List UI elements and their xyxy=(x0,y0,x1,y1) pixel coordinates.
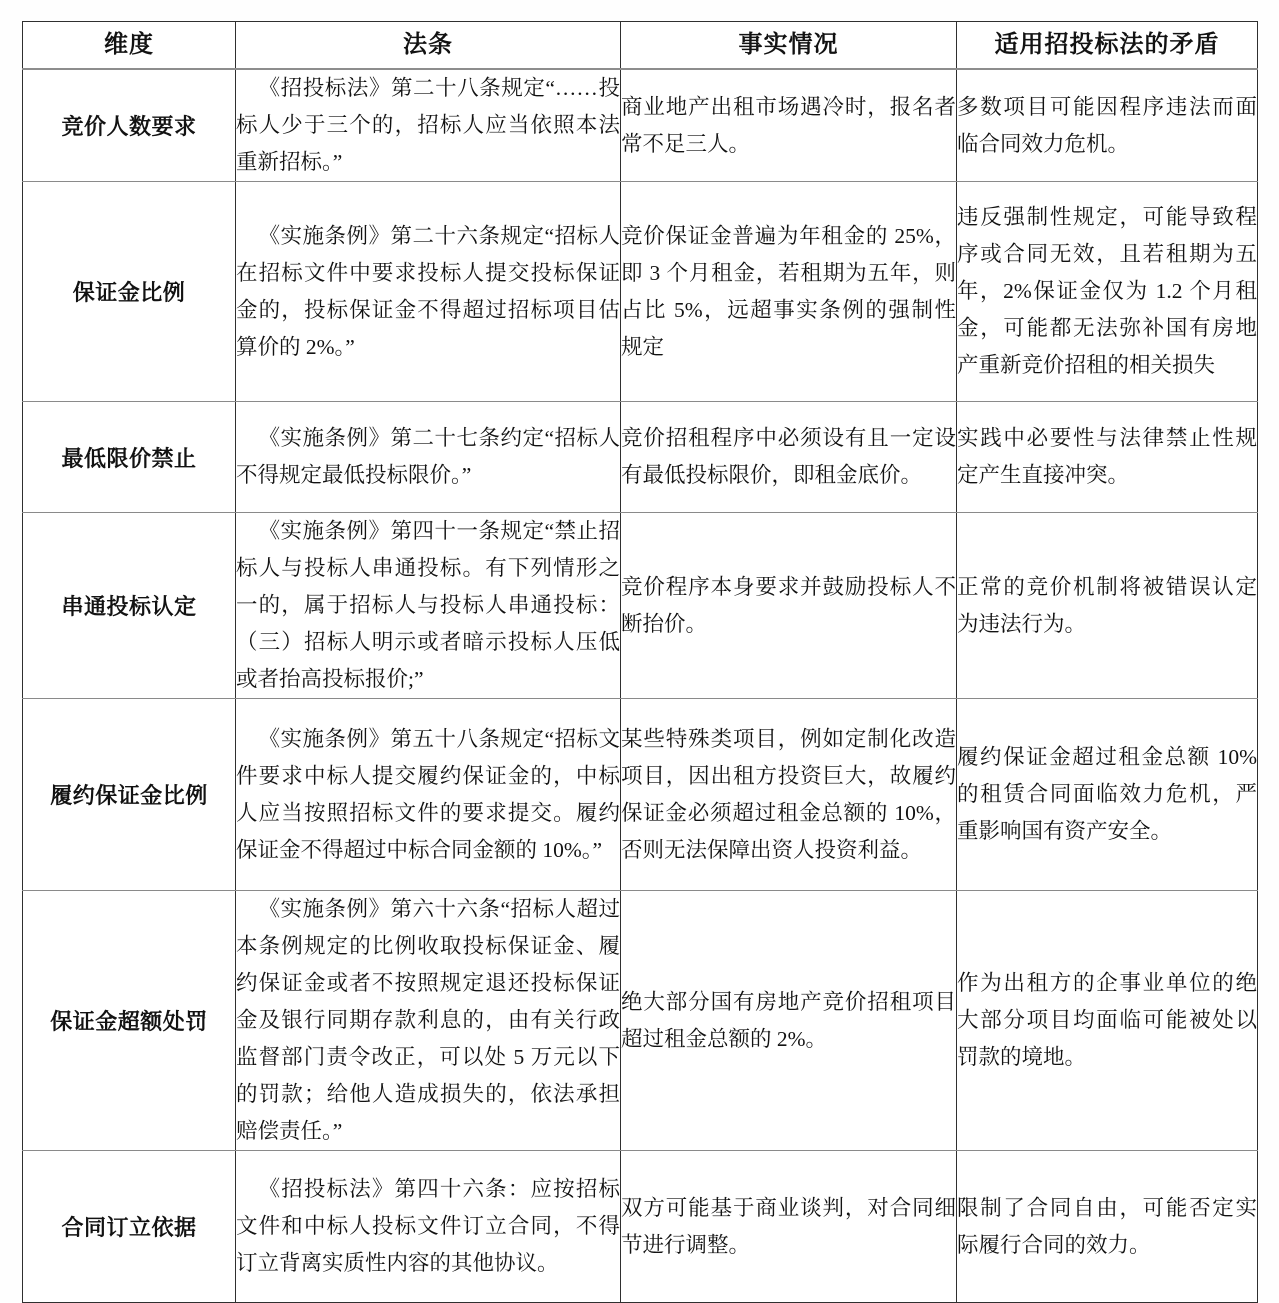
column-header-fact: 事实情况 xyxy=(621,22,957,70)
cell-fact-text: 竞价保证金普遍为年租金的 25%，即 3 个月租金，若租期为五年，则占比 5%，远超事实条例的强制性规定 xyxy=(621,223,956,359)
cell-conflict xyxy=(957,699,1258,891)
cell-law-text: 《招投标法》第四十六条：应按招标文件和中标人投标文件订立合同，不得订立背离实质性内容的其他协议。 xyxy=(236,1177,620,1275)
table-row xyxy=(23,182,1258,402)
column-header-conflict: 适用招投标法的矛盾 xyxy=(957,22,1258,70)
cell-law-text: 《实施条例》第五十八条规定“招标文件要求中标人提交履约保证金的，中标人应当按照招标文件的要求提交。履约保证金不得超过中标合同金额的 10%。” xyxy=(236,726,620,862)
cell-conflict xyxy=(957,1151,1258,1303)
cell-fact xyxy=(621,1151,957,1303)
cell-conflict-text: 多数项目可能因程序违法而面临合同效力危机。 xyxy=(957,94,1257,156)
cell-law xyxy=(236,69,621,182)
cell-dimension: 最低限价禁止 xyxy=(23,402,236,513)
cell-conflict-text: 违反强制性规定，可能导致程序或合同无效，且若租期为五年，2%保证金仅为 1.2 个月租金，可能都无法弥补国有房地产重新竞价招租的相关损失 xyxy=(957,205,1257,377)
cell-law-text: 《招投标法》第二十八条规定“……投标人少于三个的，招标人应当依照本法重新招标。” xyxy=(236,76,620,174)
cell-fact xyxy=(621,513,957,699)
table-row xyxy=(23,69,1258,182)
cell-fact-text: 双方可能基于商业谈判，对合同细节进行调整。 xyxy=(621,1195,956,1257)
table-row xyxy=(23,1151,1258,1303)
cell-dimension: 履约保证金比例 xyxy=(23,699,236,891)
cell-conflict-text: 限制了合同自由，可能否定实际履行合同的效力。 xyxy=(957,1195,1257,1257)
column-header-dimension: 维度 xyxy=(23,22,236,70)
cell-dimension: 串通投标认定 xyxy=(23,513,236,699)
cell-dimension: 合同订立依据 xyxy=(23,1151,236,1303)
legal-comparison-table xyxy=(22,21,1258,1303)
cell-dimension: 保证金比例 xyxy=(23,182,236,402)
column-header-law: 法条 xyxy=(236,22,621,70)
cell-law xyxy=(236,402,621,513)
cell-fact-text: 竞价程序本身要求并鼓励投标人不断抬价。 xyxy=(621,574,956,636)
cell-law-text: 《实施条例》第六十六条“招标人超过本条例规定的比例收取投标保证金、履约保证金或者不按照规定退还投标保证金及银行同期存款利息的，由有关行政监督部门责令改正，可以处 5 万元以下的罚款；给他人造成损失的，依法承担赔偿责任。” xyxy=(236,897,620,1143)
cell-dimension: 竞价人数要求 xyxy=(23,69,236,182)
cell-law xyxy=(236,182,621,402)
cell-fact xyxy=(621,402,957,513)
cell-law-text: 《实施条例》第二十六条规定“招标人在招标文件中要求投标人提交投标保证金的，投标保证金不得超过招标项目估算价的 2%。” xyxy=(236,223,620,359)
cell-fact-text: 商业地产出租市场遇冷时，报名者常不足三人。 xyxy=(621,94,956,156)
table-row xyxy=(23,699,1258,891)
table-row xyxy=(23,402,1258,513)
cell-conflict-text: 作为出租方的企事业单位的绝大部分项目均面临可能被处以罚款的境地。 xyxy=(957,971,1257,1069)
cell-law xyxy=(236,1151,621,1303)
cell-conflict-text: 实践中必要性与法律禁止性规定产生直接冲突。 xyxy=(957,426,1257,487)
table-row xyxy=(23,891,1258,1151)
cell-conflict xyxy=(957,513,1258,699)
cell-conflict xyxy=(957,402,1258,513)
cell-law-text: 《实施条例》第二十七条约定“招标人不得规定最低投标限价。” xyxy=(236,426,620,487)
cell-law xyxy=(236,513,621,699)
cell-conflict xyxy=(957,891,1258,1151)
cell-conflict-text: 正常的竞价机制将被错误认定为违法行为。 xyxy=(957,574,1257,636)
cell-fact-text: 某些特殊类项目，例如定制化改造项目，因出租方投资巨大，故履约保证金必须超过租金总额的 10%，否则无法保障出资人投资利益。 xyxy=(621,726,956,862)
cell-conflict xyxy=(957,182,1258,402)
table-header-row xyxy=(23,22,1258,70)
cell-fact-text: 绝大部分国有房地产竞价招租项目超过租金总额的 2%。 xyxy=(621,989,956,1051)
cell-dimension: 保证金超额处罚 xyxy=(23,891,236,1151)
table-body xyxy=(23,69,1258,1303)
table-row xyxy=(23,513,1258,699)
cell-fact-text: 竞价招租程序中必须设有且一定设有最低投标限价，即租金底价。 xyxy=(621,426,956,487)
cell-fact xyxy=(621,891,957,1151)
cell-conflict-text: 履约保证金超过租金总额 10%的租赁合同面临效力危机，严重影响国有资产安全。 xyxy=(957,745,1257,843)
cell-law-text: 《实施条例》第四十一条规定“禁止招标人与投标人串通投标。有下列情形之一的，属于招标人与投标人串通投标：（三）招标人明示或者暗示投标人压低或者抬高投标报价;” xyxy=(236,519,620,691)
cell-conflict xyxy=(957,69,1258,182)
cell-fact xyxy=(621,69,957,182)
cell-fact xyxy=(621,182,957,402)
cell-law xyxy=(236,699,621,891)
cell-fact xyxy=(621,699,957,891)
cell-law xyxy=(236,891,621,1151)
